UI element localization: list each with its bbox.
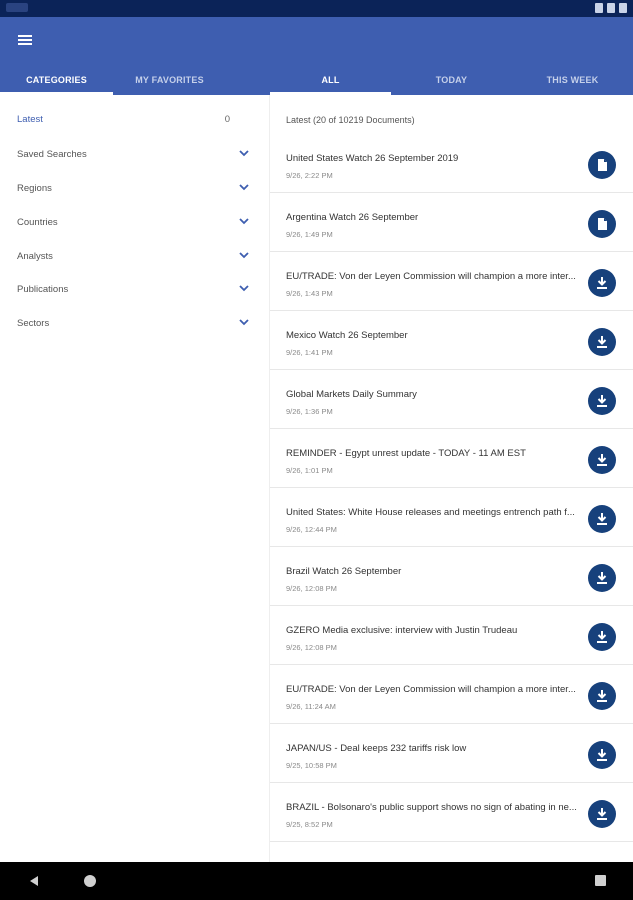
- recent-apps-icon[interactable]: [595, 875, 606, 886]
- list-item[interactable]: [270, 488, 633, 547]
- list-item[interactable]: [270, 429, 633, 488]
- category-sidebar: [0, 95, 270, 862]
- download-icon[interactable]: [588, 269, 616, 297]
- status-icons: [595, 3, 627, 13]
- sidebar-item-label: Regions: [17, 183, 52, 194]
- document-icon[interactable]: [588, 210, 616, 238]
- tab-categories[interactable]: CATEGORIES: [0, 69, 113, 95]
- tab-all[interactable]: ALL: [270, 69, 391, 95]
- document-title: Mexico Watch 26 September: [286, 330, 408, 341]
- status-time: [6, 3, 28, 12]
- document-list-panel: [270, 95, 633, 862]
- sidebar-item-count: 0: [224, 114, 230, 125]
- download-icon[interactable]: [588, 446, 616, 474]
- list-item[interactable]: [270, 311, 633, 370]
- list-item[interactable]: [270, 193, 633, 252]
- document-date: 9/26, 12:08 PM: [286, 643, 337, 652]
- chevron-down-icon[interactable]: [238, 317, 250, 327]
- document-date: 9/25, 8:52 PM: [286, 820, 333, 829]
- download-icon[interactable]: [588, 328, 616, 356]
- list-item[interactable]: [270, 783, 633, 842]
- sidebar-item-label: Saved Searches: [17, 149, 87, 160]
- category-tabs: [0, 69, 226, 95]
- sidebar-item-countries[interactable]: [0, 208, 270, 238]
- download-icon[interactable]: [588, 682, 616, 710]
- document-date: 9/25, 10:58 PM: [286, 761, 337, 770]
- tab-my-favorites[interactable]: MY FAVORITES: [135, 75, 204, 85]
- sidebar-item-sectors[interactable]: [0, 309, 270, 339]
- download-icon[interactable]: [588, 505, 616, 533]
- sidebar-item-label: Publications: [17, 284, 69, 295]
- back-icon[interactable]: [28, 875, 40, 887]
- document-title: JAPAN/US - Deal keeps 232 tariffs risk low: [286, 743, 467, 754]
- sidebar-item-label: Latest: [17, 114, 43, 125]
- document-title: Global Markets Daily Summary: [286, 389, 417, 400]
- tab-today[interactable]: TODAY: [435, 75, 468, 85]
- document-date: 9/26, 1:49 PM: [286, 230, 333, 239]
- sidebar-item-analysts[interactable]: [0, 242, 270, 272]
- battery-icon: [619, 3, 627, 13]
- chevron-down-icon[interactable]: [238, 250, 250, 260]
- list-item[interactable]: [270, 606, 633, 665]
- sidebar-item-regions[interactable]: [0, 174, 270, 204]
- chevron-down-icon[interactable]: [238, 182, 250, 192]
- sidebar-item-label: Analysts: [17, 251, 53, 262]
- system-nav-bar: [0, 862, 633, 900]
- download-icon[interactable]: [588, 623, 616, 651]
- document-date: 9/26, 12:08 PM: [286, 584, 337, 593]
- sidebar-item-saved-searches[interactable]: [0, 140, 270, 170]
- document-date: 9/26, 1:01 PM: [286, 466, 333, 475]
- download-icon[interactable]: [588, 800, 616, 828]
- document-title: EU/TRADE: Von der Leyen Commission will champion a more inter...: [286, 684, 576, 695]
- document-title: REMINDER - Egypt unrest update - TODAY - 11 AM EST: [286, 448, 526, 459]
- list-item[interactable]: [270, 724, 633, 783]
- list-item[interactable]: [270, 547, 633, 606]
- app-bar: [0, 17, 633, 95]
- sidebar-item-label: Countries: [17, 217, 58, 228]
- menu-icon[interactable]: [15, 31, 37, 49]
- document-count-header: Latest (20 of 10219 Documents): [286, 115, 415, 125]
- list-item[interactable]: [270, 252, 633, 311]
- sidebar-item-latest[interactable]: [0, 105, 270, 135]
- chevron-down-icon[interactable]: [238, 216, 250, 226]
- home-icon[interactable]: [84, 875, 96, 887]
- time-filter-tabs: [270, 69, 633, 95]
- document-title: Argentina Watch 26 September: [286, 212, 419, 223]
- chevron-down-icon[interactable]: [238, 148, 250, 158]
- list-item[interactable]: [270, 665, 633, 724]
- document-title: BRAZIL - Bolsonaro's public support shows no sign of abating in ne...: [286, 802, 577, 813]
- document-title: United States: White House releases and meetings entrench path f...: [286, 507, 575, 518]
- document-icon[interactable]: [588, 151, 616, 179]
- sidebar-item-publications[interactable]: [0, 275, 270, 305]
- sidebar-item-label: Sectors: [17, 318, 50, 329]
- download-icon[interactable]: [588, 741, 616, 769]
- document-date: 9/26, 12:44 PM: [286, 525, 337, 534]
- chevron-down-icon[interactable]: [238, 283, 250, 293]
- document-title: United States Watch 26 September 2019: [286, 153, 459, 164]
- document-date: 9/26, 11:24 AM: [286, 702, 336, 711]
- document-title: EU/TRADE: Von der Leyen Commission will champion a more inter...: [286, 271, 576, 282]
- document-title: GZERO Media exclusive: interview with Justin Trudeau: [286, 625, 518, 636]
- document-date: 9/26, 1:43 PM: [286, 289, 333, 298]
- download-icon[interactable]: [588, 564, 616, 592]
- document-title: Brazil Watch 26 September: [286, 566, 402, 577]
- signal-icon: [607, 3, 615, 13]
- wifi-icon: [595, 3, 603, 13]
- download-icon[interactable]: [588, 387, 616, 415]
- document-date: 9/26, 1:36 PM: [286, 407, 333, 416]
- document-date: 9/26, 2:22 PM: [286, 171, 333, 180]
- document-date: 9/26, 1:41 PM: [286, 348, 333, 357]
- list-item[interactable]: [270, 370, 633, 429]
- tab-this-week[interactable]: THIS WEEK: [546, 75, 599, 85]
- status-bar: [0, 0, 633, 17]
- list-item[interactable]: [270, 134, 633, 193]
